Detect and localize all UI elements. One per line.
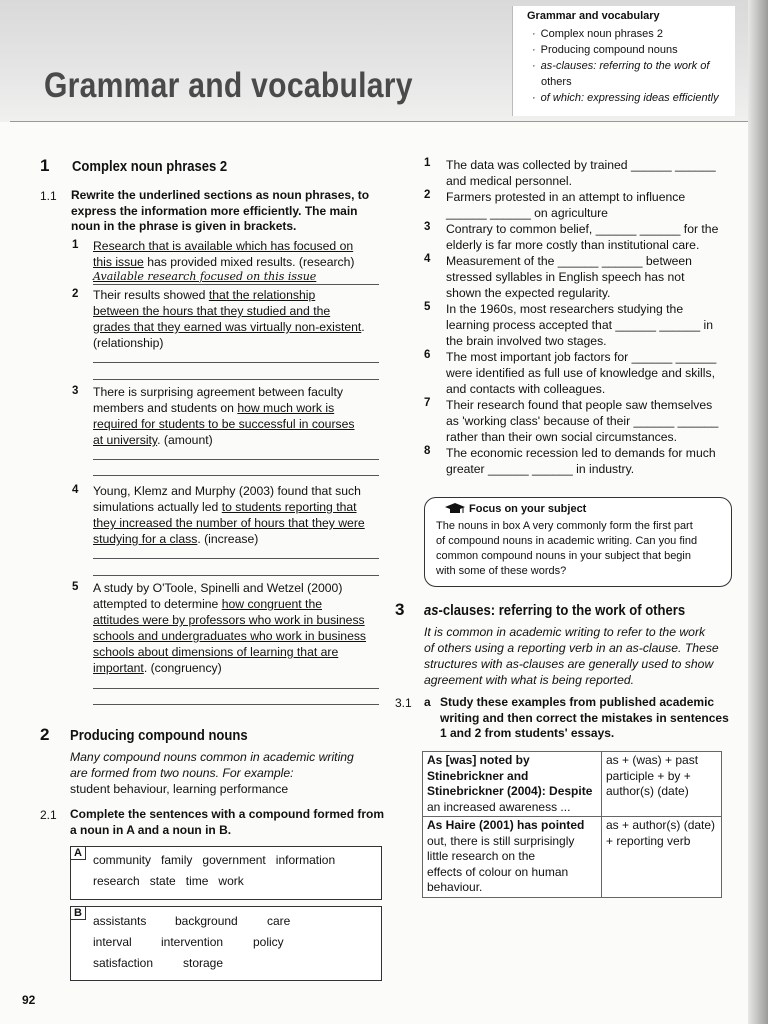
topic-list — [532, 26, 732, 106]
section-title: Producing compound nouns — [70, 728, 248, 744]
exercise-instruction: Rewrite the underlined sections as noun phrases, to express the information more efficiently. The main noun in the phrase is given in brackets. — [71, 188, 370, 233]
table-cell: As [was] noted by Stinebrickner and Stinebrickner (2004): Despite an increased awareness ... — [423, 752, 602, 817]
box-label: A — [70, 846, 86, 860]
word-list: assistants background care interval intervention policy satisfaction storage — [93, 914, 291, 970]
exercise-number: 2.1 — [40, 808, 57, 822]
list-item: 2 Farmers protested in an attempt to influence ______ ______ on agriculture — [424, 189, 686, 220]
list-item: 8 The economic recession led to demands for much greater ______ ______ in industry. — [424, 445, 716, 476]
section-title: as-clauses: referring to the work of others — [424, 603, 686, 619]
item-text: Research that is available which has focused on this issue has provided mixed results. (research) — [93, 239, 355, 269]
graduation-cap-icon — [445, 503, 465, 515]
list-item: 5 In the 1960s, most researchers studying the learning process accepted that ______ ______ in the brain involved two stages. — [424, 301, 713, 348]
focus-title: Focus on your subject — [469, 503, 587, 515]
topic-item: · Producing compound nouns — [532, 42, 732, 58]
item-text: Young, Klemz and Murphy (2003) found that such simulations actually led to students reporting that they increased the number of hours that they were studying for a class. (increase) — [93, 484, 365, 546]
topic-item: · Complex noun phrases 2 — [532, 26, 732, 42]
section-number: 1 — [40, 156, 50, 175]
exercise-instruction: Study these examples from published academic writing and then correct the mistakes in sentences 1 and 2 from students' essays. — [440, 695, 729, 740]
example-text: student behaviour, learning performance — [70, 782, 289, 796]
item-text: Their results showed that the relationship between the hours that they studied and the grades that they earned was virtually non-existent. (relationship) — [93, 288, 365, 350]
item-text: A study by O'Toole, Spinelli and Wetzel (2000) attempted to determine how congruent the attitudes were by professors who work in business schools and undergraduates who work in business schools about dimensions of learning that are important. (congruency) — [93, 581, 367, 675]
answer-line[interactable] — [93, 575, 379, 576]
page-number: 92 — [22, 993, 36, 1007]
exercise-number: 1.1 — [40, 189, 57, 203]
section-intro: It is common in academic writing to refer to the work of others using a reporting verb in an as-clause. These structures with as-clauses are generally used to show agreement with what is being reported. — [424, 625, 719, 687]
answer-line[interactable] — [93, 704, 379, 705]
item-number: 4 — [72, 484, 79, 496]
focus-text: The nouns in box A very commonly form the first part of compound nouns in academic writing. Can you find common compound nouns in your subject that begin with some of these words? — [436, 520, 698, 577]
topic-item: others — [541, 76, 572, 88]
item-number: 1 — [72, 239, 79, 251]
list-item: 1 The data was collected by trained ______ ______ and medical personnel. — [424, 157, 716, 188]
page-title: Grammar and vocabulary — [44, 66, 413, 105]
item-text: There is surprising agreement between faculty members and students on how much work is required for students to be successful in courses at university. (amount) — [93, 385, 355, 447]
item-number: 3 — [72, 385, 79, 397]
list-item: 3 Contrary to common belief, ______ ______ for the elderly is far more costly than institutional care. — [424, 221, 719, 252]
section-title: Complex noun phrases 2 — [72, 159, 228, 175]
page-edge-shadow — [748, 0, 768, 1024]
handwritten-answer: Available research focused on this issue — [93, 270, 317, 283]
list-item: 6 The most important job factors for ______ ______ were identified as full use of knowledge and skills, and contacts with colleagues. — [424, 349, 717, 396]
topic-item: · of which: expressing ideas efficiently — [532, 90, 732, 106]
answer-line[interactable] — [93, 475, 379, 476]
exercise-number: 3.1 — [395, 696, 412, 710]
answer-line[interactable] — [93, 459, 379, 460]
sub-letter: a — [424, 695, 431, 709]
word-list: community family government information research state time work — [93, 853, 336, 888]
answer-line[interactable] — [93, 558, 379, 559]
section-intro: Many compound nouns common in academic writing are formed from two nouns. For example: — [70, 750, 354, 780]
exercise-instruction: Complete the sentences with a compound formed from a noun in A and a noun in B. — [70, 807, 385, 837]
list-item: 4 Measurement of the ______ ______ between stressed syllables in English speech has not shown the expected regularity. — [424, 253, 692, 300]
list-item: 7 Their research found that people saw themselves as 'working class' because of their ______ ______ rather than their own social circumstances. — [424, 397, 719, 444]
answer-line[interactable] — [93, 379, 379, 380]
table-cell: as + author(s) (date) + reporting verb — [602, 817, 722, 898]
table-cell: as + (was) + past participle + by + author(s) (date) — [602, 752, 722, 817]
section-number: 2 — [40, 725, 50, 744]
item-number: 2 — [72, 288, 79, 300]
topic-item: · as-clauses: referring to the work of — [532, 58, 732, 74]
table-row — [423, 817, 722, 898]
answer-line[interactable] — [93, 688, 379, 689]
section-number: 3 — [395, 600, 405, 619]
table-cell: As Haire (2001) has pointed out, there is still surprisingly little research on the effects of colour on human behaviour. — [423, 817, 602, 898]
exercise-2-1-items — [424, 157, 734, 477]
table-row — [423, 752, 722, 817]
answer-line[interactable] — [93, 362, 379, 363]
examples-table — [422, 751, 722, 898]
box-label: B — [70, 906, 86, 920]
header-rule — [10, 121, 750, 122]
item-number: 5 — [72, 581, 79, 593]
answer-line[interactable] — [93, 284, 379, 285]
topic-heading: Grammar and vocabulary — [527, 10, 660, 22]
focus-title-row — [445, 503, 586, 515]
